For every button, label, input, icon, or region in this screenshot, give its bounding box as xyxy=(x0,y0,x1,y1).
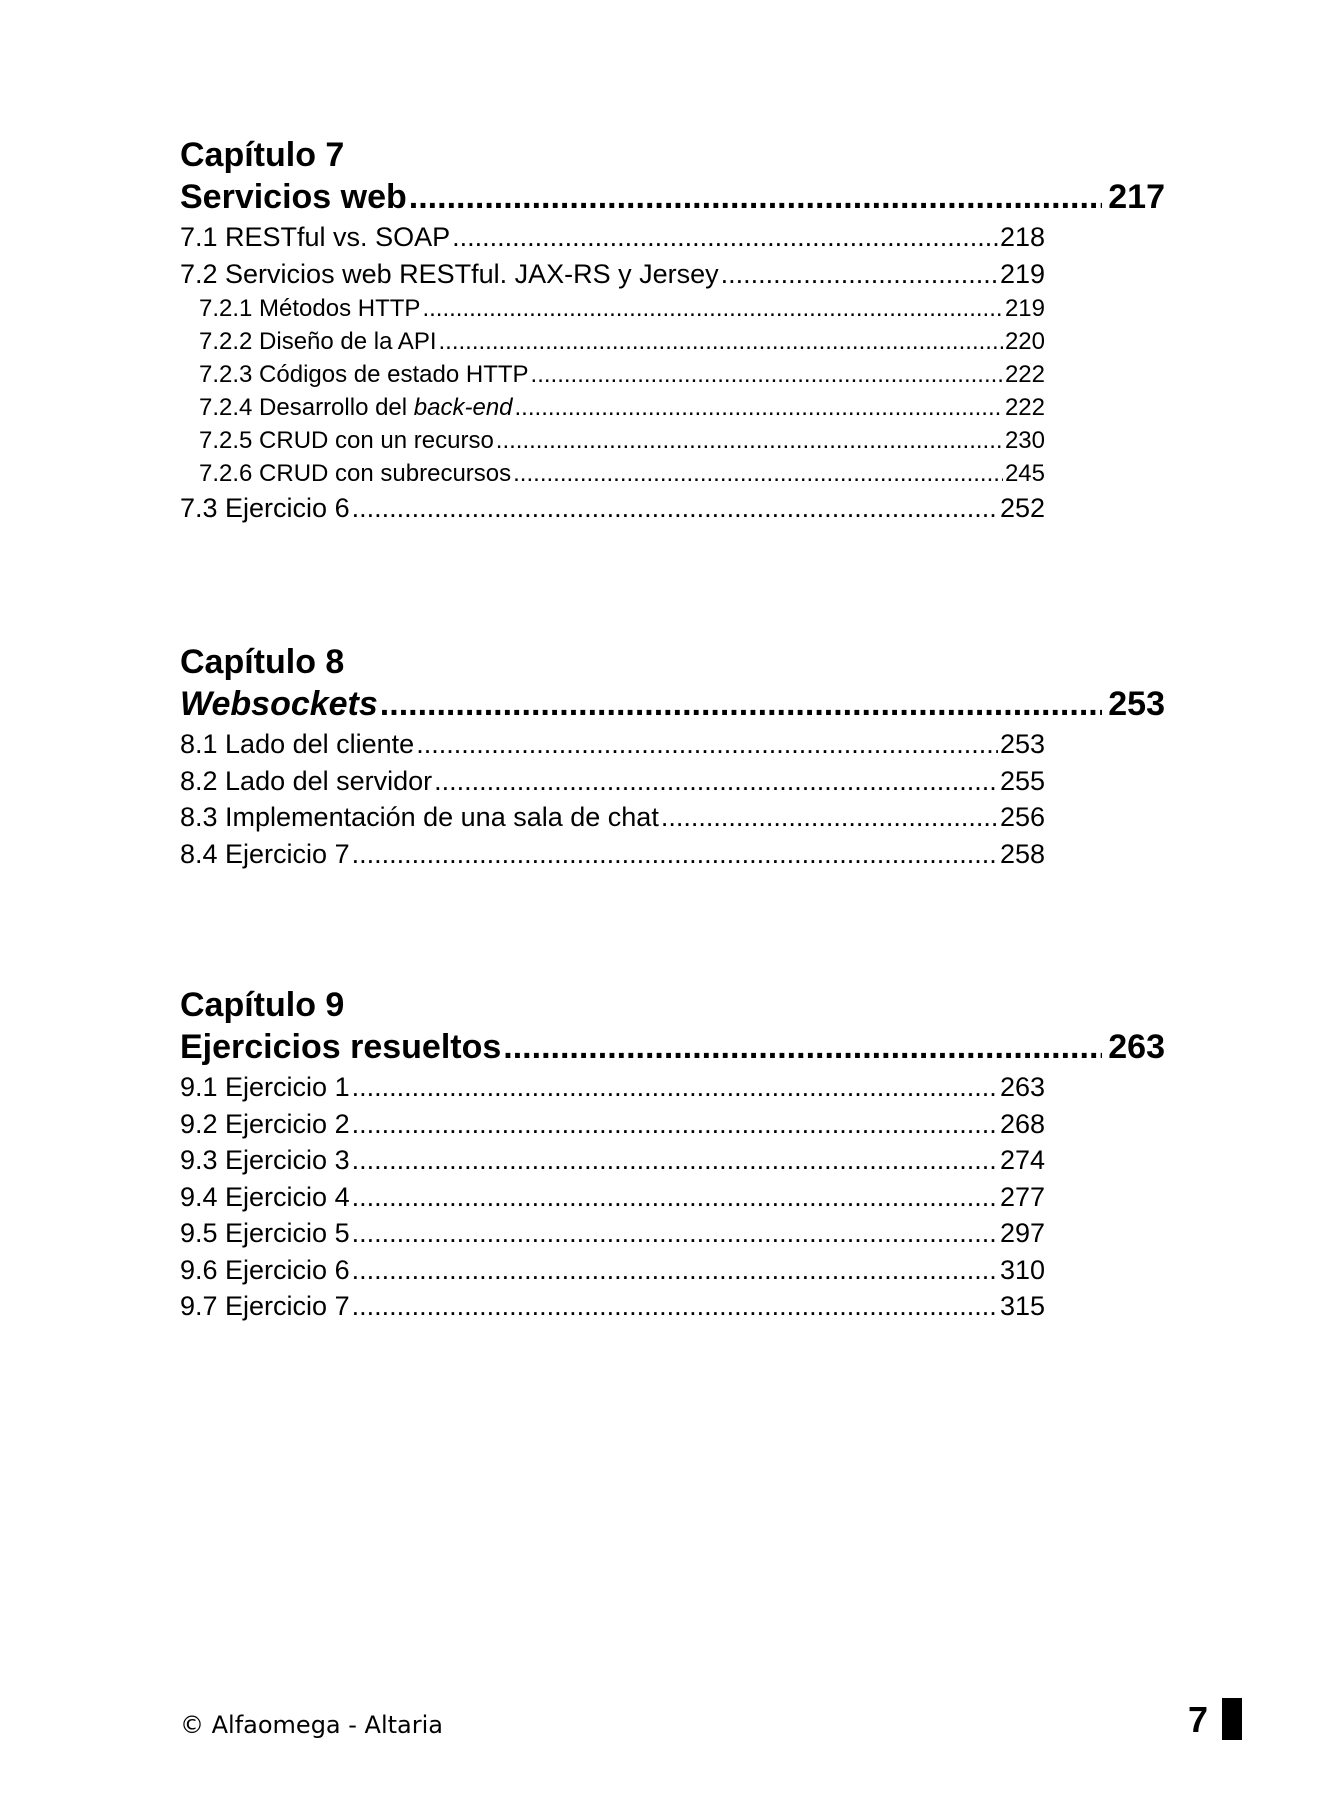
toc-entry-title: 9.3 Ejercicio 3 xyxy=(180,1145,350,1175)
toc-subentry-title: 7.2.6 CRUD con subrecursos xyxy=(199,460,512,487)
dot-leader xyxy=(380,682,1102,726)
toc-subentry-title: 7.2.2 Diseño de la API xyxy=(199,328,437,355)
toc-entry-title: 9.5 Ejercicio 5 xyxy=(180,1218,350,1248)
dot-leader xyxy=(352,1179,998,1216)
toc-subentry-page: 220 xyxy=(1004,328,1045,355)
dot-leader xyxy=(422,292,1003,325)
dot-leader xyxy=(496,424,1003,457)
chapter-page-number: 263 xyxy=(1108,1028,1165,1066)
toc-entry-page: 252 xyxy=(999,493,1045,523)
toc-subentry-title-text: 7.2.4 Desarrollo del xyxy=(199,394,414,421)
dot-leader xyxy=(352,1106,998,1143)
toc-entry-page: 256 xyxy=(999,802,1045,832)
toc-entry[interactable] xyxy=(180,1288,1045,1325)
toc-entry[interactable] xyxy=(180,799,1045,836)
toc-entry-page: 218 xyxy=(999,222,1045,252)
toc-subentry[interactable] xyxy=(199,358,1045,391)
toc-subentry[interactable] xyxy=(199,391,1045,424)
dot-leader xyxy=(352,1215,998,1252)
toc-subentry[interactable] xyxy=(199,457,1045,490)
dot-leader xyxy=(416,726,998,763)
dot-leader xyxy=(439,325,1003,358)
toc-entry-title: 9.1 Ejercicio 1 xyxy=(180,1072,350,1102)
dot-leader xyxy=(352,836,998,873)
dot-leader xyxy=(352,1288,998,1325)
toc-entry[interactable] xyxy=(180,256,1045,293)
chapter-title: Websockets xyxy=(180,685,378,723)
dot-leader xyxy=(352,1252,998,1289)
toc-subentry-title-italic: back-end xyxy=(413,394,513,421)
chapter-title: Ejercicios resueltos xyxy=(180,1028,502,1066)
toc-entry-title: 8.2 Lado del servidor xyxy=(180,765,433,796)
dot-leader xyxy=(721,256,998,293)
toc-entry-page: 310 xyxy=(999,1254,1045,1285)
toc-entry-page: 268 xyxy=(999,1108,1045,1139)
dot-leader xyxy=(531,358,1003,391)
dot-leader xyxy=(515,391,1003,424)
chapter-label: Capítulo 9 xyxy=(180,986,345,1024)
toc-entry[interactable] xyxy=(180,726,1045,763)
toc-entry-page: 277 xyxy=(999,1181,1045,1212)
toc-subentry[interactable] xyxy=(199,325,1045,358)
dot-leader xyxy=(352,1142,998,1179)
dot-leader xyxy=(503,1025,1102,1069)
toc-entry-page: 255 xyxy=(999,765,1045,796)
footer-copyright: © Alfaomega - Altaria xyxy=(180,1711,444,1739)
toc-subentry-page: 222 xyxy=(1004,361,1045,388)
toc-entry-page: 263 xyxy=(999,1072,1045,1102)
toc-subentry-page: 222 xyxy=(1004,394,1045,421)
toc-subentry-title: 7.2.5 CRUD con un recurso xyxy=(199,427,494,454)
toc-entry[interactable] xyxy=(180,763,1045,800)
toc-entry-title: 7.3 Ejercicio 6 xyxy=(180,493,350,523)
dot-leader xyxy=(409,175,1102,219)
toc-entry[interactable] xyxy=(180,1142,1045,1179)
toc-subentry-title xyxy=(199,391,513,424)
chapter-page-number: 217 xyxy=(1108,178,1165,216)
toc-entry-page: 253 xyxy=(999,729,1045,759)
chapter-title: Servicios web xyxy=(180,178,407,216)
chapter-title-row[interactable] xyxy=(180,1025,1165,1069)
toc-subentry-page: 219 xyxy=(1004,295,1045,322)
toc-entry-title: 9.7 Ejercicio 7 xyxy=(180,1291,350,1321)
dot-leader xyxy=(513,457,1003,490)
toc-entry-title: 9.2 Ejercicio 2 xyxy=(180,1108,350,1139)
toc-subentry[interactable] xyxy=(199,424,1045,457)
chapter-7-section xyxy=(180,135,1165,527)
toc-entry-title: 7.1 RESTful vs. SOAP xyxy=(180,222,451,252)
toc-entry-page: 315 xyxy=(999,1291,1045,1321)
dot-leader xyxy=(434,763,998,800)
toc-entry[interactable] xyxy=(180,219,1045,256)
chapter-label: Capítulo 7 xyxy=(180,136,345,174)
toc-subentry-page: 230 xyxy=(1004,427,1045,454)
chapter-page-number: 253 xyxy=(1108,685,1165,723)
dot-leader xyxy=(352,490,998,527)
toc-subentry[interactable] xyxy=(199,292,1045,325)
chapter-label: Capítulo 8 xyxy=(180,643,345,681)
toc-subentry-title: 7.2.3 Códigos de estado HTTP xyxy=(199,361,529,388)
toc-subentry-page: 245 xyxy=(1004,460,1045,487)
toc-entry-page: 258 xyxy=(999,838,1045,869)
toc-entry-title: 7.2 Servicios web RESTful. JAX-RS y Jersey xyxy=(180,258,719,289)
dot-leader xyxy=(661,799,998,836)
page-number: 7 xyxy=(1188,1699,1209,1740)
toc-entry[interactable] xyxy=(180,490,1045,527)
toc-entry[interactable] xyxy=(180,1179,1045,1216)
page-marker-bar xyxy=(1222,1698,1242,1740)
toc-entry-title: 8.4 Ejercicio 7 xyxy=(180,838,350,869)
toc-entry-title: 8.1 Lado del cliente xyxy=(180,729,415,759)
toc-entry-title: 8.3 Implementación de una sala de chat xyxy=(180,802,659,832)
toc-entry[interactable] xyxy=(180,1106,1045,1143)
toc-entry-title: 9.6 Ejercicio 6 xyxy=(180,1254,350,1285)
chapter-title-row[interactable] xyxy=(180,175,1165,219)
toc-entry-page: 297 xyxy=(999,1218,1045,1248)
toc-entry[interactable] xyxy=(180,1215,1045,1252)
toc-entry-page: 219 xyxy=(999,258,1045,289)
toc-entry-page: 274 xyxy=(999,1145,1045,1175)
dot-leader xyxy=(452,219,998,256)
toc-entry-title: 9.4 Ejercicio 4 xyxy=(180,1181,350,1212)
dot-leader xyxy=(352,1069,998,1106)
toc-subentry-title: 7.2.1 Métodos HTTP xyxy=(199,295,421,322)
toc-entry[interactable] xyxy=(180,836,1045,873)
toc-entry[interactable] xyxy=(180,1069,1045,1106)
chapter-8-section xyxy=(180,642,1165,872)
toc-entry[interactable] xyxy=(180,1252,1045,1289)
chapter-title-row[interactable] xyxy=(180,682,1165,726)
chapter-9-section xyxy=(180,985,1165,1325)
